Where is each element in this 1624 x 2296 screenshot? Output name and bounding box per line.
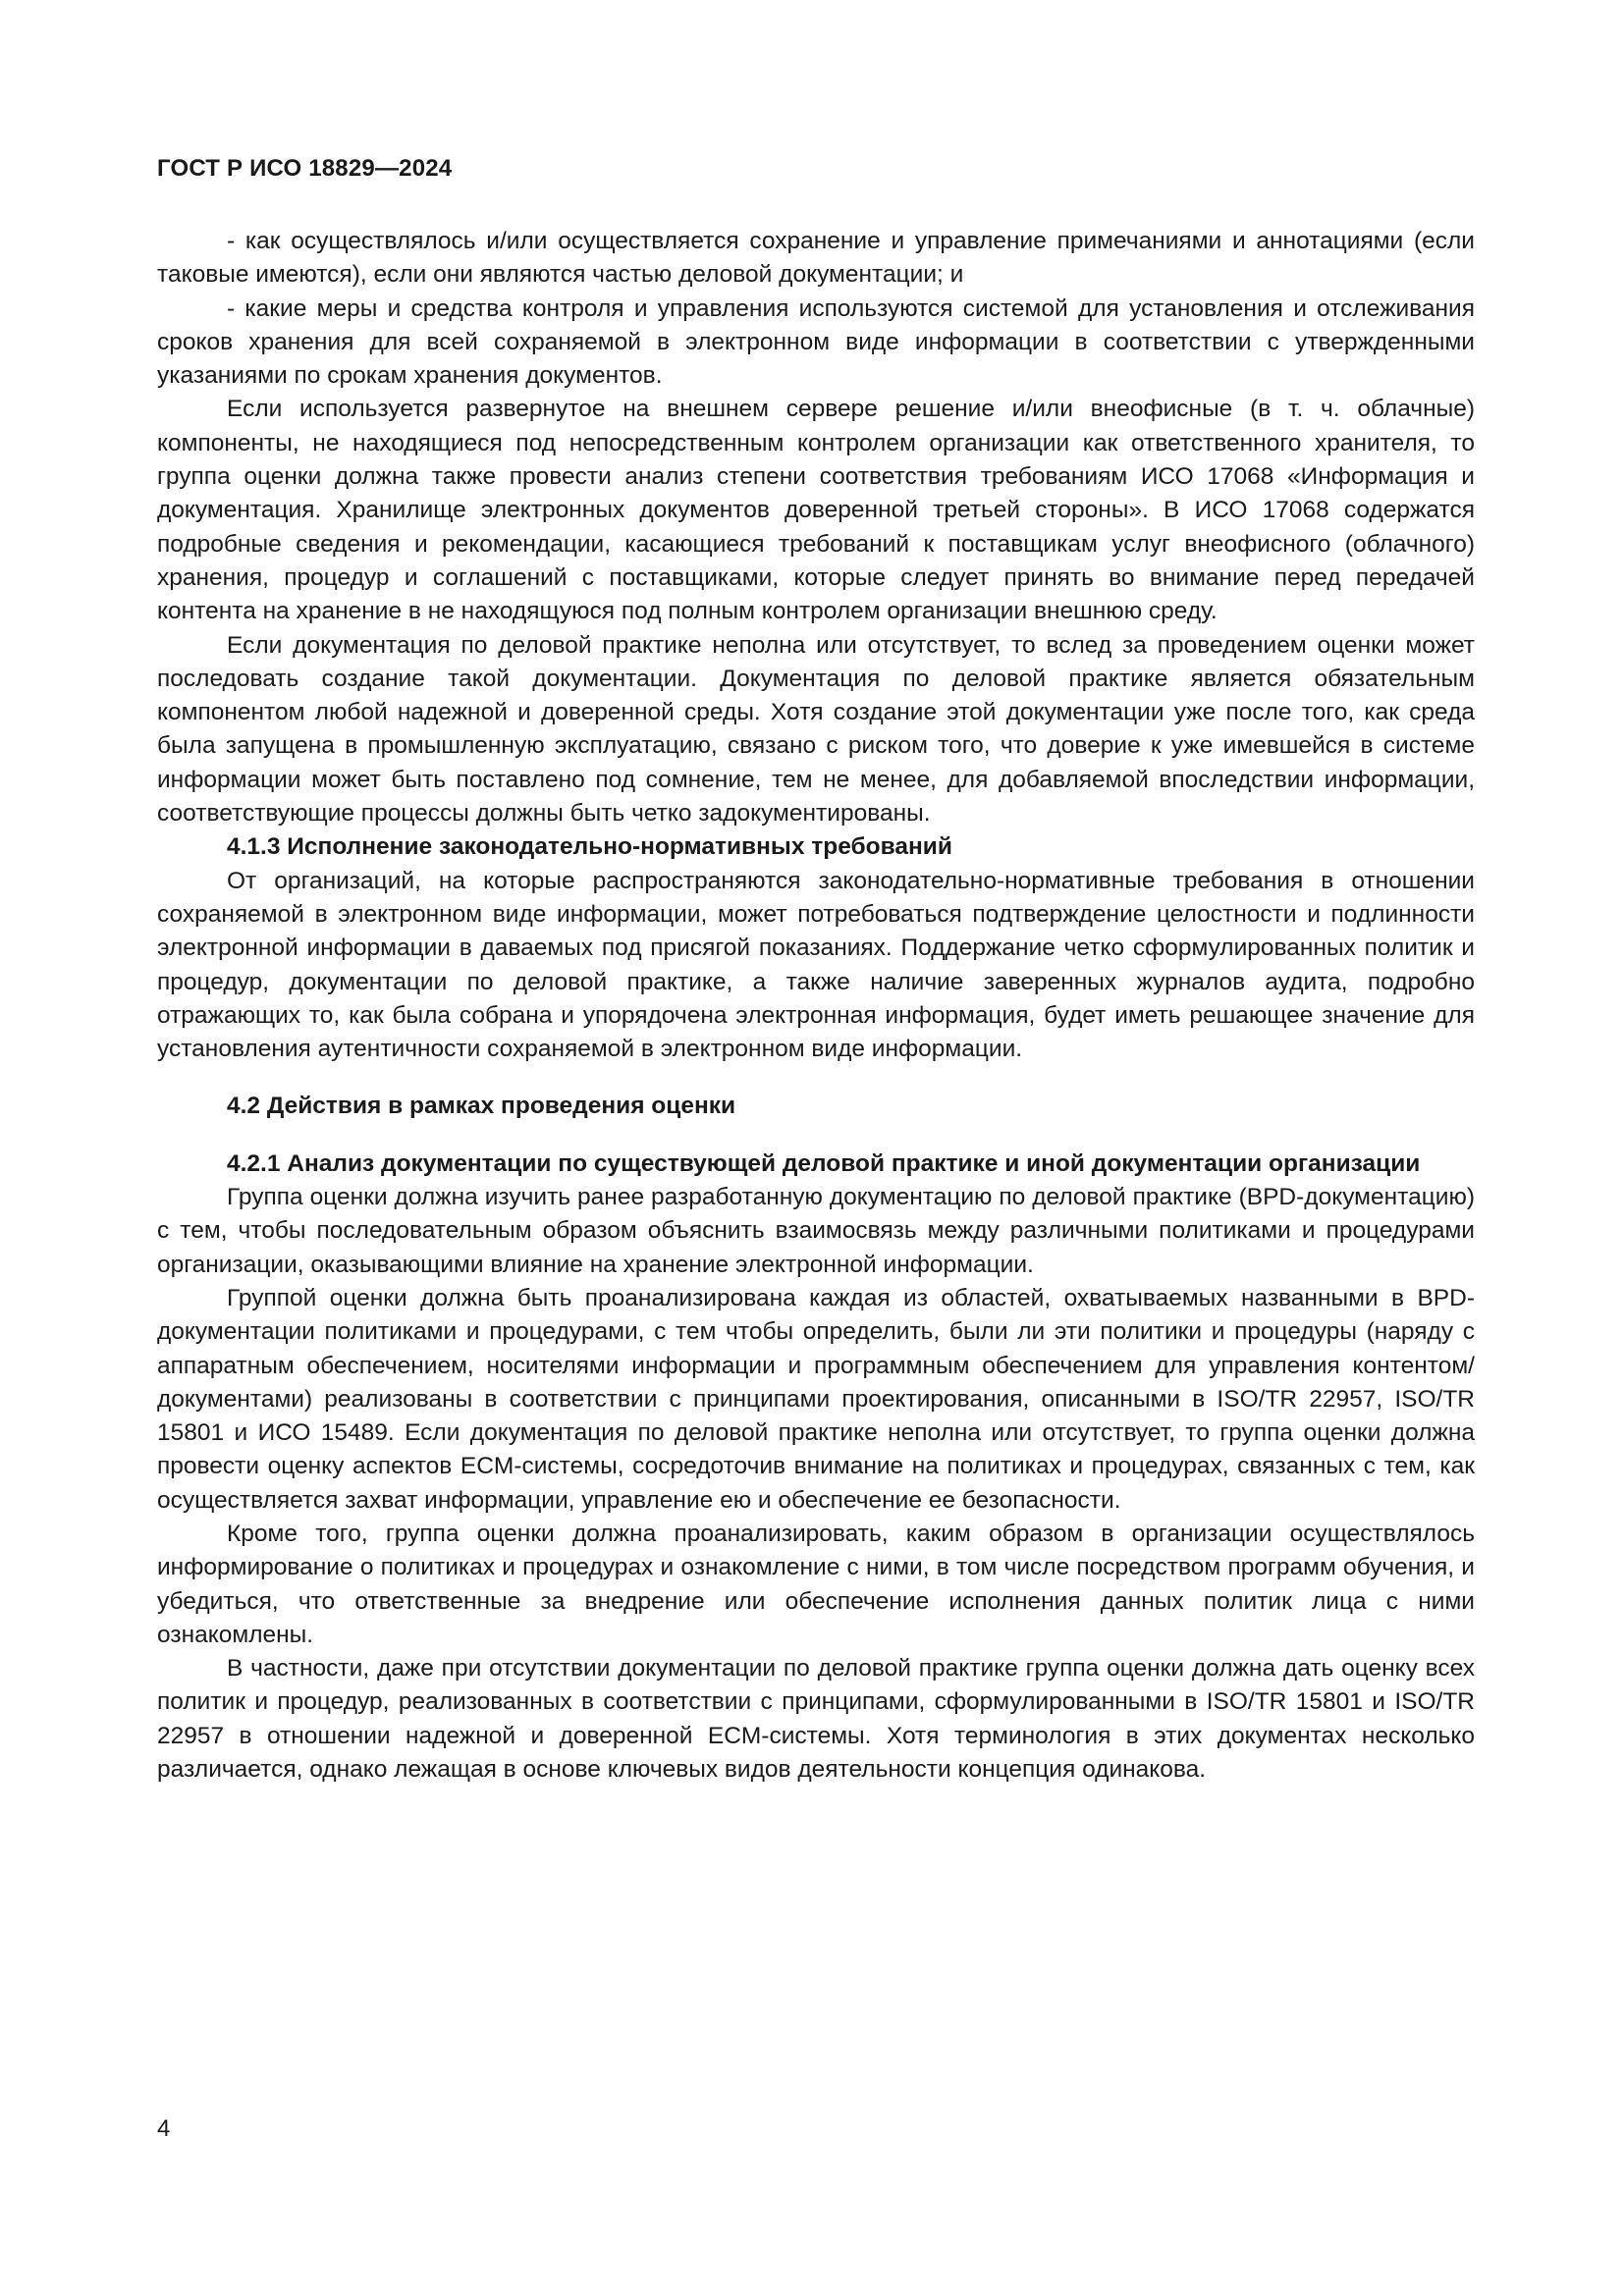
paragraph-ecm-evaluation: В частности, даже при отсутствии документации по деловой практике группа оценки должна дать оценку всех политик и процедур, реализованных в соответствии с принципами, сформулированными в ISO/TR 15801 и ISO/TR 22957 в отношении надежной и доверенной ECM-системы. Хотя терминология в этих документах несколько различается, однако лежащая в основе ключевых видов деятельности концепция одинакова. <box>157 1655 1475 1784</box>
standard-header: ГОСТ Р ИСО 18829—2024 <box>157 155 453 182</box>
paragraph-training-review: Кроме того, группа оценки должна проанализировать, каким образом в организации осуществлялось информирование о политиках и процедурах и ознакомление с ними, в том числе посредством программ обучения, и убедиться, что ответственные за внедрение или обеспечение исполнения данных политик лица с ними ознакомлены. <box>157 1520 1475 1648</box>
document-body <box>157 225 1475 1787</box>
paragraph-missing-documentation: Если документация по деловой практике неполна или отсутствует, то вслед за проведением оценки может последовать создание такой документации. Документация по деловой практике является обязательным компонентом любой надежной и доверенной среды. Хотя создание этой документации уже после того, как среда была запущена в промышленную эксплуатацию, связано с риском того, что доверие к уже имевшейся в системе информации может быть поставлено под сомнение, тем не менее, для добавляемой впоследствии информации, соответствующие процессы должны быть четко задокументированы. <box>157 631 1475 828</box>
paragraph-legal-requirements: От организаций, на которые распространяются законодательно-нормативные требования в отношении сохраняемой в электронном виде информации, может потребоваться подтверждение целостности и подлинности электронной информации в даваемых под присягой показаниях. Поддержание четко сформулированных политик и процедур, документации по деловой практике, а также наличие заверенных журналов аудита, подробно отражающих то, как была собрана и упорядочена электронная информация, будет иметь решающее значение для установления аутентичности сохраняемой в электронном виде информации. <box>157 867 1475 1063</box>
section-heading-4-1-3: 4.1.3 Исполнение законодательно-нормативных требований <box>227 833 952 861</box>
page-number: 4 <box>157 2115 171 2142</box>
paragraph-cloud-components: Если используется развернутое на внешнем сервере решение и/или внеофисные (в т. ч. облачные) компоненты, не находящиеся под непосредственным контролем организации как ответственного хранителя, то группа оценки должна также провести анализ степени соответствия требованиям ИСО 17068 «Информация и документация. Хранилище электронных документов доверенной третьей стороны». В ИСО 17068 содержатся подробные сведения и рекомендации, касающиеся требований к поставщикам услуг внеофисного (облачного) хранения, процедур и соглашений с поставщиками, которые следует принять во внимание перед передачей контента на хранение в не находящуюся под полным контролем организации внешнюю среду. <box>157 396 1475 625</box>
paragraph-bpd-review: Группа оценки должна изучить ранее разработанную документацию по деловой практике (BPD-документацию) с тем, чтобы последовательным образом объяснить взаимосвязь между различными политиками и процедурами организации, оказывающими влияние на хранение электронной информации. <box>157 1184 1475 1278</box>
paragraph-annotations-item: - как осуществлялось и/или осуществляется сохранение и управление примечаниями и аннотациями (если таковые имеются), если они являются частью деловой документации; и <box>157 228 1475 289</box>
paragraph-policy-analysis: Группой оценки должна быть проанализирована каждая из областей, охватываемых названными в BPD-документации политиками и процедурами, с тем чтобы определить, были ли эти политики и процедуры (наряду с аппаратным обеспечением, носителями информации и программным обеспечением для управления контентом/документами) реализованы в соответствии с принципами проектирования, описанными в ISO/TR 22957, ISO/TR 15801 и ИСО 15489. Если документация по деловой практике неполна или отсутствует, то группа оценки должна провести оценку аспектов ECM-системы, сосредоточив внимание на политиках и процедурах, связанных с тем, как осуществляется захват информации, управление ею и обеспечение ее безопасности. <box>157 1284 1475 1514</box>
paragraph-retention-item: - какие меры и средства контроля и управления используются системой для установления и отслеживания сроков хранения для всей сохраняемой в электронном виде информации в соответствии с утвержденными указаниями по срокам хранения документов. <box>157 294 1475 390</box>
section-heading-4-2: 4.2 Действия в рамках проведения оценки <box>227 1093 736 1120</box>
section-heading-4-2-1: 4.2.1 Анализ документации по существующей деловой практике и иной документации организации <box>227 1149 1421 1177</box>
